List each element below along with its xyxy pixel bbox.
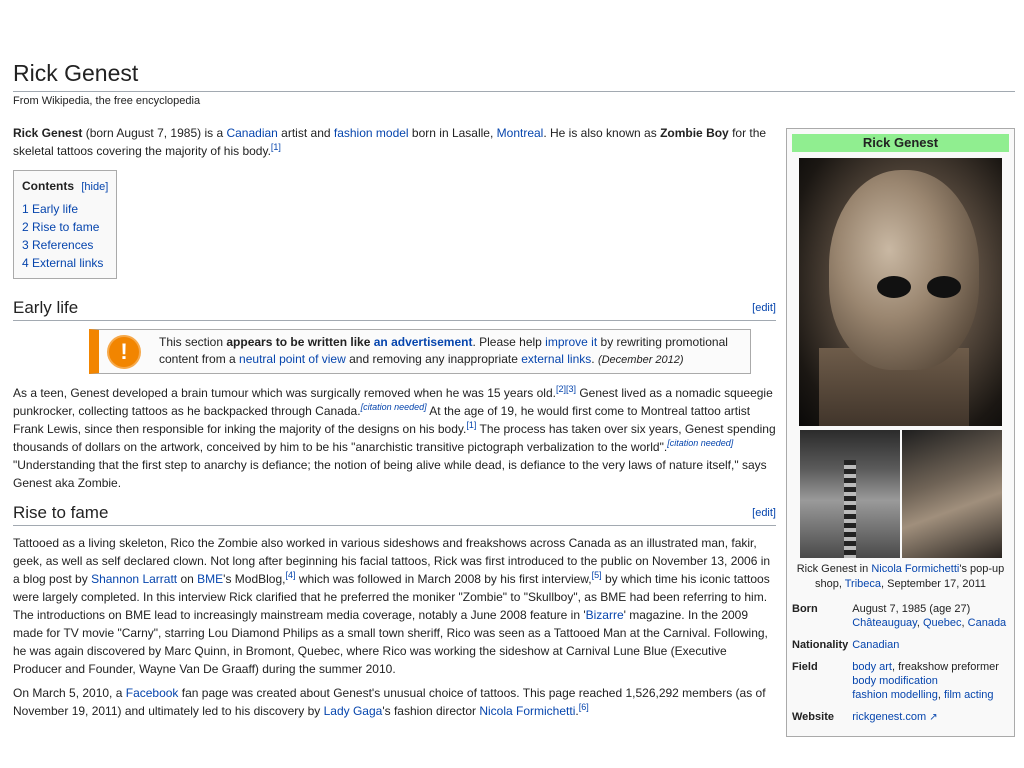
rise-paragraph-1 [13,534,776,678]
link-canada[interactable]: Canada [967,617,1007,629]
edit-link-rise-to-fame[interactable]: [edit] [752,507,776,519]
lead-alias: Zombie Boy [660,126,729,140]
lead-text: . He is also known as [543,126,661,140]
link-film-acting[interactable]: film acting [943,689,994,701]
notice-part: . [591,352,595,366]
link-fashion-model[interactable]: fashion model [333,126,409,140]
ref-1b[interactable]: [1] [466,420,477,430]
notice-part: and removing any inappropriate [345,352,522,366]
caption-text: Rick Genest in [796,563,872,575]
website-label: Website [792,711,834,723]
photo-eye-shape [877,276,911,298]
notice-part: . Please help [472,335,546,349]
body-text: At the age of 19, he would first come to Montreal tattoo artist Frank Lewis, since then responsible for inking the majority of the designs on his body. [13,404,751,436]
link-nicola-formichetti[interactable]: Nicola Formichetti [479,704,576,718]
body-text: On March 5, 2010, a [13,686,126,700]
link-facebook[interactable]: Facebook [125,686,179,700]
link-fashion-modelling[interactable]: fashion modelling [852,689,938,701]
infobox-title: Rick Genest [792,134,1009,152]
link-chateauguay[interactable]: Châteauguay [852,617,917,629]
toc-item-early-life[interactable]: 1 Early life [22,202,79,216]
notice-date: (December 2012) [597,354,684,366]
body-text: "Understanding that the first step to anarchy is defiance; the notion of being alive while dead, is defiance to the very laws of nature itself," says Genest aka Zombie. [13,458,767,490]
table-of-contents [13,170,117,279]
lead-text: for the skeletal tattoos covering the majority of his body. [13,126,767,158]
citation-needed-2[interactable]: [citation needed] [667,438,734,448]
born-label: Born [792,603,818,615]
section-heading-rise-to-fame [13,504,776,526]
notice-part: by rewriting promotional content from a [159,335,728,366]
photo-row [792,430,1009,558]
body-text: on [177,572,198,586]
heading-text: Early life [13,298,79,317]
caption-text: 's pop-up shop, [814,563,1005,590]
early-life-paragraph [13,384,776,492]
infobox [786,128,1015,737]
body-text: 's fashion director [382,704,480,718]
body-text: ' magazine. In the 2009 made for TV movie "Carny", starring Lou Diamond Philips as a small town sheriff, Rico was seen as a Tattooed Man at the Carnival. Following, he was again discovered by Marc Quinn, in Bromont, Quebec, where Rico was working the sideshow at Carnival Lune Blue (Executive Producer and Founder, Wayne Van De Graaff) during the summer 2010. [13,608,768,676]
field-text: , freakshow preformer [891,661,999,673]
body-text: Genest lived as a nomadic squeegie punkrocker, collecting tattoos as he backpacked through Canada. [13,386,773,418]
edit-link-early-life[interactable]: [edit] [752,302,776,314]
page-title: Rick Genest [13,60,1015,92]
link-montreal[interactable]: Montreal [496,126,544,140]
infobox-table [792,600,1009,731]
photo-spine-shape [844,460,856,558]
caption-link-tribeca[interactable]: Tribeca [844,578,882,590]
arms-tattoo-photo[interactable] [902,430,1002,558]
lead-text: born in Lasalle, [408,126,497,140]
body-text: 's ModBlog, [223,572,286,586]
photo-caption [792,562,1009,592]
warning-icon: ! [107,335,141,369]
body-text: The process has taken over six years, Genest spending thousands of dollars on the artwork, conceived by him to be his "anarchistic transitive pictograph verbalization to the world". [13,422,776,454]
citation-needed-1[interactable]: [citation needed] [360,402,427,412]
body-text: fan page was created about Genest's unusual choice of tattoos. This page reached 1,526,292 members (as of November 19, 2011) and ultimately led to his discovery by [13,686,766,718]
notice-part: This section [159,335,227,349]
ref-2-3[interactable]: [2][3] [555,384,576,394]
toc-item-references[interactable]: 3 References [22,238,94,252]
separator: , [916,617,923,629]
link-website[interactable]: rickgenest.com [852,711,927,723]
infobox-row-field [792,658,1009,708]
rise-paragraph-2 [13,684,776,720]
link-lady-gaga[interactable]: Lady Gaga [323,704,383,718]
body-text: . [575,704,579,718]
link-advertisement[interactable]: an advertisement [373,335,473,349]
ref-4[interactable]: [4] [285,570,296,580]
link-body-art[interactable]: body art [852,661,892,673]
caption-text: , September 17, 2011 [881,578,987,590]
toc-title: Contents [22,179,74,193]
heading-text: Rise to fame [13,503,109,522]
lead-text: artist and [277,126,334,140]
photo-eye-shape [927,276,961,298]
lead-text: (born August 7, 1985) is a [82,126,227,140]
toc-item-rise-to-fame[interactable]: 2 Rise to fame [22,220,100,234]
link-improve-it[interactable]: improve it [545,335,598,349]
caption-link-nicola[interactable]: Nicola Formichetti [871,563,960,575]
photo-head-shape [829,170,979,370]
external-link-icon: ↗ [929,712,938,723]
toc-list [22,200,108,272]
notice-text [159,334,740,369]
born-date: August 7, 1985 (age 27) [852,603,971,615]
advert-notice [89,329,751,374]
link-canadian[interactable]: Canadian [226,126,278,140]
field-value [852,658,1009,708]
link-shannon-larratt[interactable]: Shannon Larratt [91,572,178,586]
nationality-label: Nationality [792,639,849,651]
back-tattoo-photo[interactable] [800,430,900,558]
article-body [13,124,776,726]
notice-bold: appears to be written like [226,335,374,349]
born-value [852,600,1009,636]
toc-hide-toggle[interactable]: [hide] [81,181,109,193]
body-text: As a teen, Genest developed a brain tumour which was surgically removed when he was 15 years old. [13,386,556,400]
tagline: From Wikipedia, the free encyclopedia [13,95,201,107]
link-npov[interactable]: neutral point of view [239,352,346,366]
infobox-row-website [792,708,1009,731]
link-quebec[interactable]: Quebec [922,617,962,629]
toc-item-external-links[interactable]: 4 External links [22,256,104,270]
ref-1[interactable]: [1] [270,142,281,152]
link-nationality-canadian[interactable]: Canadian [852,639,900,651]
ref-6[interactable]: [6] [578,702,589,712]
ref-5[interactable]: [5] [591,570,602,580]
separator: , [961,617,968,629]
lead-name: Rick Genest [13,126,83,140]
field-label: Field [792,661,818,673]
infobox-row-nationality [792,636,1009,658]
lead-paragraph [13,124,776,160]
link-external-links[interactable]: external links [521,352,592,366]
infobox-row-born [792,600,1009,636]
portrait-photo[interactable] [799,158,1002,426]
body-text: by which time his iconic tattoos were largely completed. In this interview Rick clarified that he preferred the moniker "Zombie" to "Skullboy", as BME had been referring to him. The introductions on BME lead to increasingly mainstream media coverage, notably a June 2008 feature in ' [13,572,770,622]
link-body-modification[interactable]: body modification [852,675,938,687]
body-text: which was followed in March 2008 by his first interview, [295,572,592,586]
separator: , [937,689,944,701]
section-heading-early-life [13,299,776,321]
link-bizarre[interactable]: Bizarre [585,608,624,622]
link-bme[interactable]: BME [197,572,224,586]
body-text: Tattooed as a living skeleton, Rico the Zombie also worked in various sideshows and freakshows across Canada as an illustrated man, fakir, geek, as well as self declared clown. Not long after beginning his facial tattoos, Rick was first introduced to the public on November 13, 2006 in a blog post by [13,536,771,586]
